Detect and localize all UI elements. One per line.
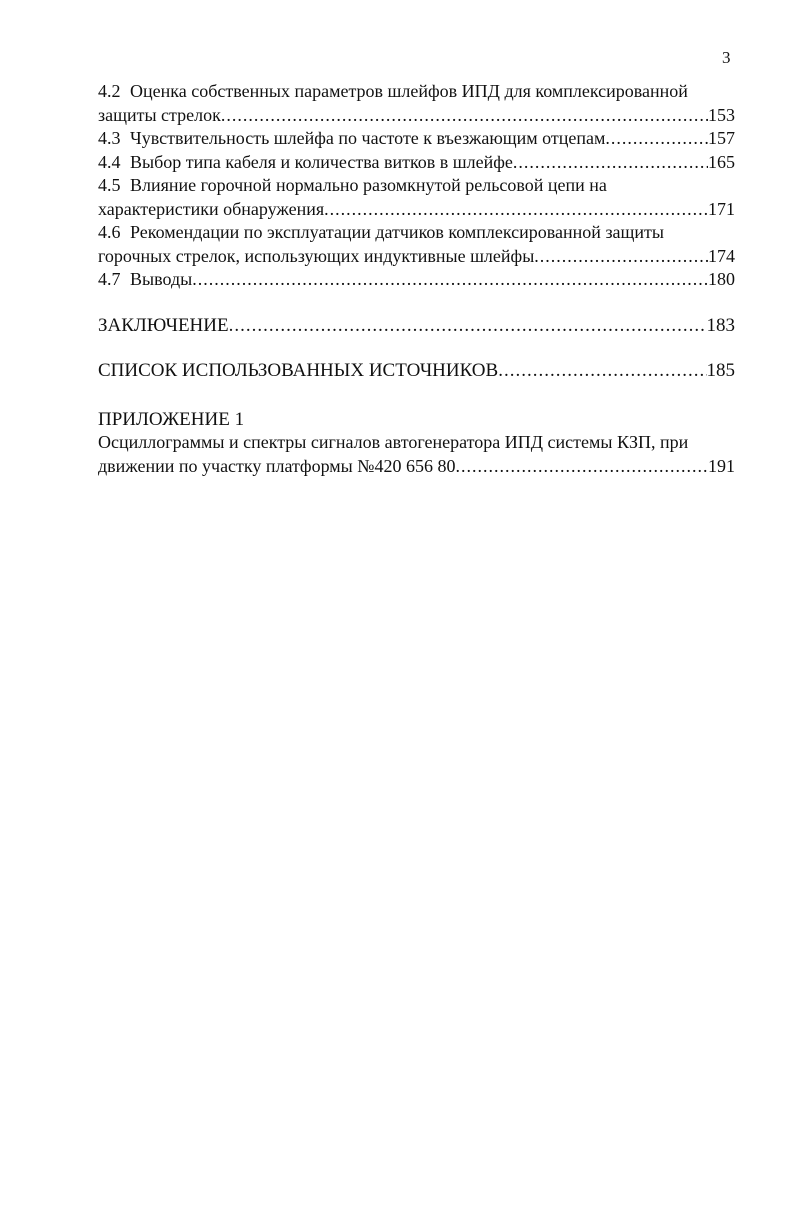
toc-entry-appendix-1[interactable] bbox=[98, 408, 735, 479]
toc-entry-conclusion[interactable] bbox=[98, 314, 735, 338]
entry-page: 180 bbox=[708, 269, 735, 289]
entry-number: 4.7 bbox=[98, 269, 121, 289]
leader-dots bbox=[534, 245, 708, 269]
entry-number: 4.6 bbox=[98, 222, 121, 242]
leader-dots bbox=[192, 268, 708, 292]
entry-number: 4.3 bbox=[98, 128, 121, 148]
toc-entry-4-2[interactable] bbox=[98, 80, 735, 127]
appendix-title-line1: Осциллограммы и спектры сигналов автогенератора ИПД системы КЗП, при bbox=[98, 432, 689, 452]
entry-page: 153 bbox=[708, 104, 735, 125]
leader-dots bbox=[498, 359, 706, 383]
entry-number: 4.2 bbox=[98, 81, 121, 101]
entry-title: Чувствительность шлейфа по частоте к въезжающим отцепам bbox=[130, 128, 606, 148]
toc-entry-4-7[interactable] bbox=[98, 268, 735, 292]
entry-page: 174 bbox=[708, 245, 735, 266]
entry-page: 191 bbox=[708, 455, 735, 476]
entry-page: 157 bbox=[708, 128, 735, 148]
leader-dots bbox=[229, 314, 707, 338]
entry-number: 4.4 bbox=[98, 151, 121, 172]
toc-entry-sources[interactable] bbox=[98, 359, 735, 383]
entry-page: 165 bbox=[708, 151, 735, 172]
leader-dots bbox=[455, 455, 708, 479]
toc-entry-4-6[interactable] bbox=[98, 221, 735, 268]
entry-page: 185 bbox=[706, 360, 735, 381]
toc-entry-4-4[interactable] bbox=[98, 151, 735, 175]
entry-number: 4.5 bbox=[98, 175, 121, 195]
entry-title-line1: Влияние горочной нормально разомкнутой рельсовой цепи на bbox=[130, 175, 607, 195]
entry-title: Выбор типа кабеля и количества витков в шлейфе bbox=[130, 151, 513, 172]
entry-page: 171 bbox=[708, 198, 735, 219]
leader-dots bbox=[221, 104, 708, 128]
entry-title-line2: защиты стрелок bbox=[98, 104, 221, 125]
appendix-title-line2: движении по участку платформы №420 656 80 bbox=[98, 455, 456, 476]
entry-title: Выводы bbox=[130, 269, 193, 289]
toc-entry-4-3[interactable] bbox=[98, 127, 735, 151]
page-number: 3 bbox=[722, 48, 731, 67]
entry-title: ЗАКЛЮЧЕНИЕ bbox=[98, 314, 229, 336]
entry-title-line1: Оценка собственных параметров шлейфов ИПД для комплексированной bbox=[130, 81, 688, 101]
leader-dots bbox=[605, 127, 708, 151]
entry-page: 183 bbox=[706, 314, 735, 336]
leader-dots bbox=[324, 198, 708, 222]
entry-title-line2: характеристики обнаружения bbox=[98, 198, 325, 219]
leader-dots bbox=[513, 151, 708, 175]
entry-title: СПИСОК ИСПОЛЬЗОВАННЫХ ИСТОЧНИКОВ bbox=[98, 360, 499, 381]
entry-title-line1: Рекомендации по эксплуатации датчиков комплексированной защиты bbox=[130, 222, 664, 242]
table-of-contents bbox=[98, 80, 735, 478]
appendix-heading: ПРИЛОЖЕНИЕ 1 bbox=[98, 408, 245, 430]
toc-entry-4-5[interactable] bbox=[98, 174, 735, 221]
entry-title-line2: горочных стрелок, использующих индуктивные шлейфы bbox=[98, 245, 535, 266]
